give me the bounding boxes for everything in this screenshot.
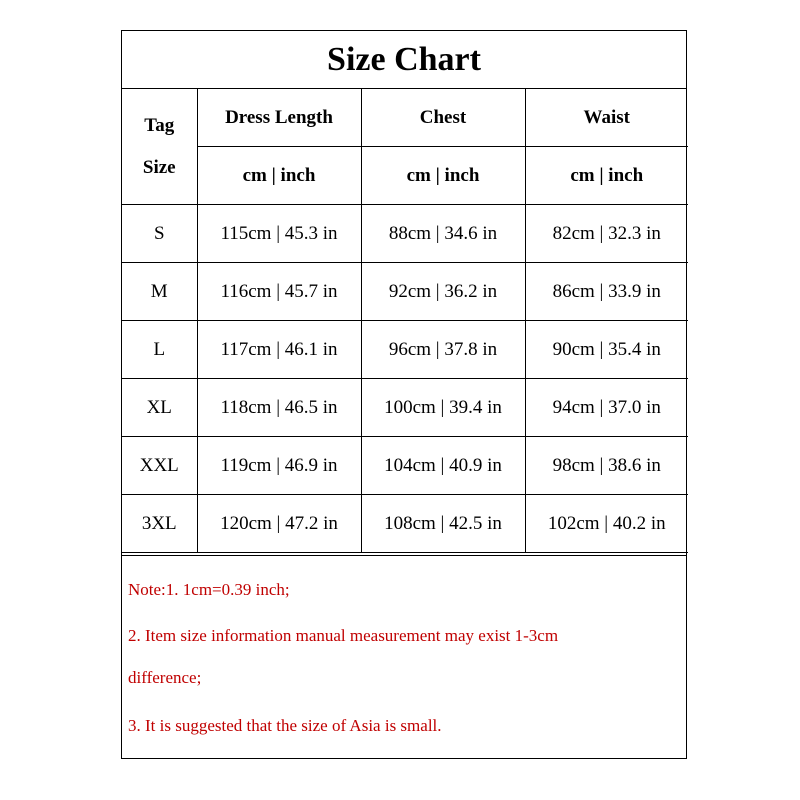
waist-cell: 98cm | 38.6 in: [525, 437, 688, 495]
dress-length-header: Dress Length: [197, 89, 361, 147]
length-cell: 119cm | 46.9 in: [197, 437, 361, 495]
table-row: [122, 321, 688, 379]
header-row: [122, 89, 688, 147]
waist-header: Waist: [525, 89, 688, 147]
size-label: Size: [142, 156, 176, 178]
waist-cell: 82cm | 32.3 in: [525, 205, 688, 263]
note-3: 3. It is suggested that the size of Asia is small.: [128, 716, 442, 735]
tag-label: Tag: [144, 114, 175, 136]
unit-row: [122, 147, 688, 205]
chest-cell: 96cm | 37.8 in: [361, 321, 525, 379]
note-1: Note:1. 1cm=0.39 inch;: [128, 580, 290, 599]
chest-cell: 92cm | 36.2 in: [361, 263, 525, 321]
chest-header: Chest: [361, 89, 525, 147]
unit-label: cm | inch: [361, 147, 525, 205]
length-cell: 120cm | 47.2 in: [197, 495, 361, 553]
table-row: [122, 379, 688, 437]
size-table: [122, 89, 688, 553]
notes-section: [122, 555, 686, 760]
size-cell: XXL: [122, 437, 197, 495]
size-cell: 3XL: [122, 495, 197, 553]
length-cell: 115cm | 45.3 in: [197, 205, 361, 263]
note-2-line-1: 2. Item size information manual measurement may exist 1-3cm: [128, 626, 559, 645]
chart-title: Size Chart: [122, 31, 686, 89]
waist-cell: 94cm | 37.0 in: [525, 379, 688, 437]
unit-label: cm | inch: [525, 147, 688, 205]
size-cell: S: [122, 205, 197, 263]
size-cell: XL: [122, 379, 197, 437]
size-cell: M: [122, 263, 197, 321]
table-row: [122, 205, 688, 263]
length-cell: 118cm | 46.5 in: [197, 379, 361, 437]
tag-size-header: [122, 89, 197, 205]
chest-cell: 100cm | 39.4 in: [361, 379, 525, 437]
waist-cell: 86cm | 33.9 in: [525, 263, 688, 321]
size-chart: [121, 30, 687, 759]
chest-cell: 108cm | 42.5 in: [361, 495, 525, 553]
chest-cell: 104cm | 40.9 in: [361, 437, 525, 495]
table-row: [122, 263, 688, 321]
table-row: [122, 495, 688, 553]
table-row: [122, 437, 688, 495]
waist-cell: 90cm | 35.4 in: [525, 321, 688, 379]
note-2-line-2: difference;: [128, 668, 202, 687]
size-cell: L: [122, 321, 197, 379]
chest-cell: 88cm | 34.6 in: [361, 205, 525, 263]
length-cell: 116cm | 45.7 in: [197, 263, 361, 321]
waist-cell: 102cm | 40.2 in: [525, 495, 688, 553]
length-cell: 117cm | 46.1 in: [197, 321, 361, 379]
unit-label: cm | inch: [197, 147, 361, 205]
